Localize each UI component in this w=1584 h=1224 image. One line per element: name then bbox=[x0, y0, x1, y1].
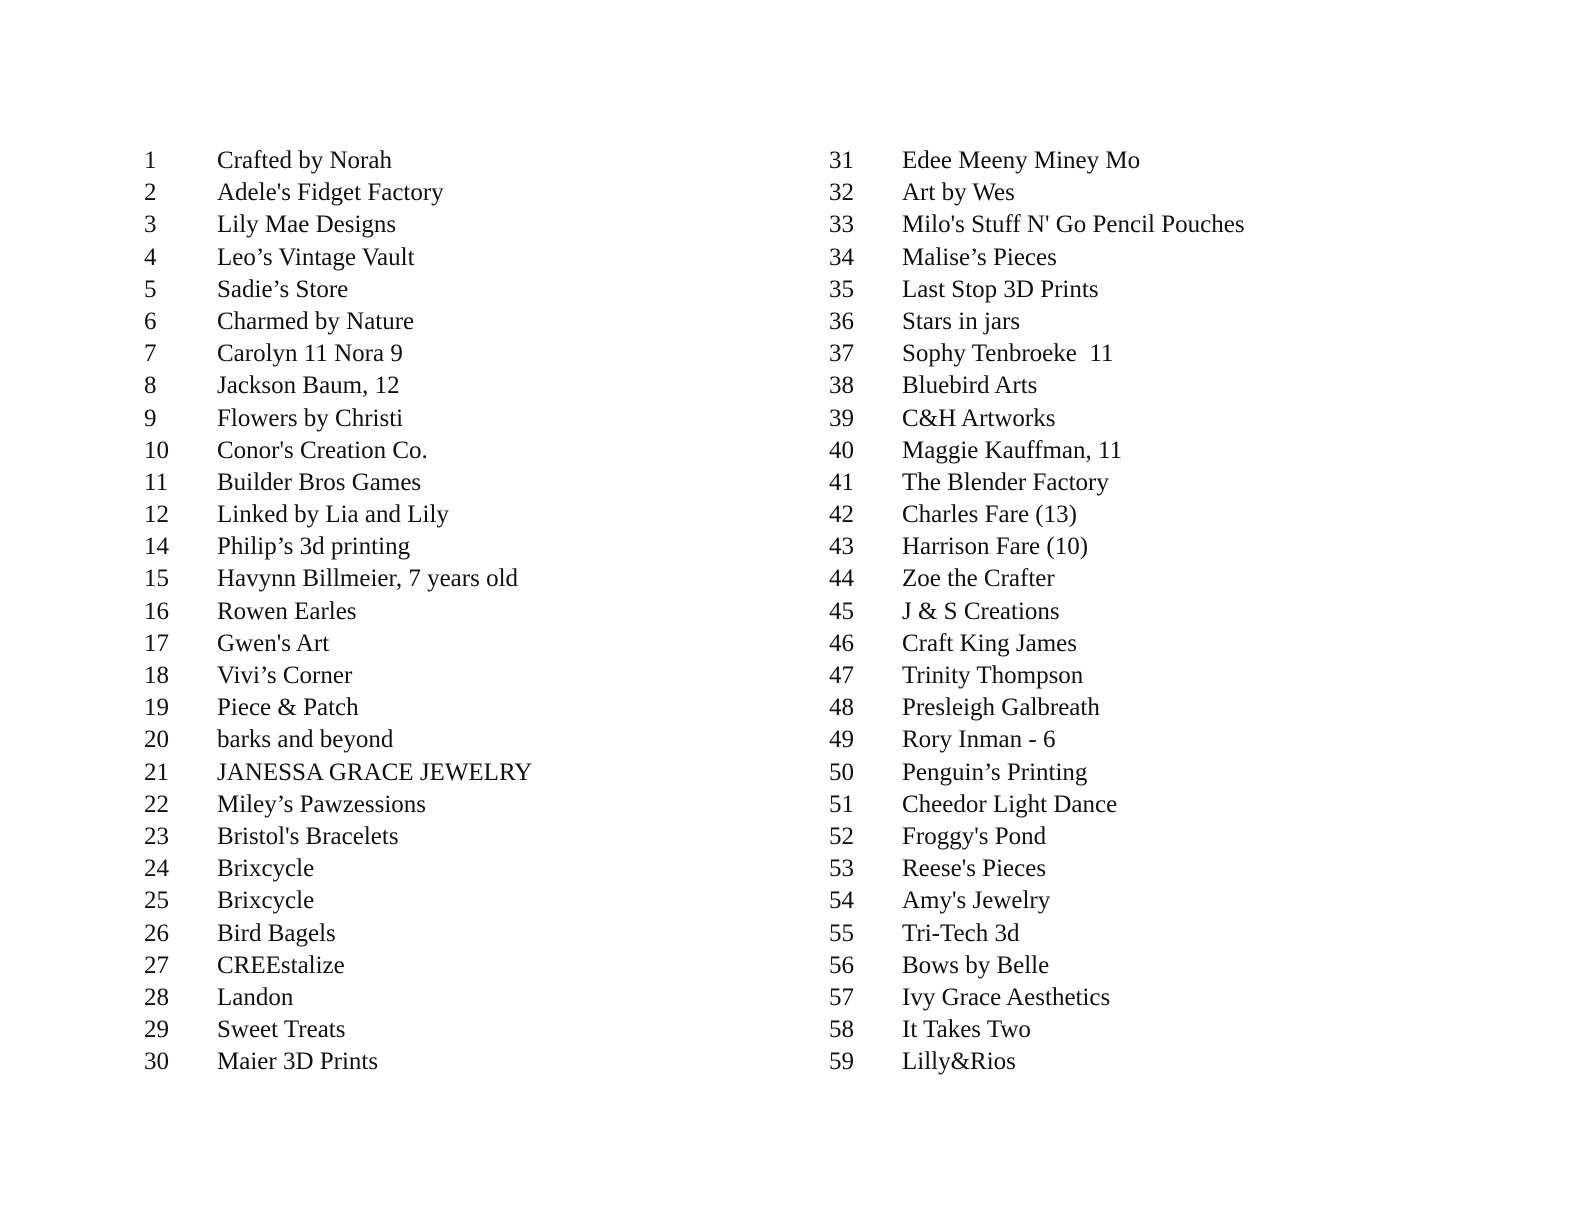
entry-number: 40 bbox=[829, 436, 854, 464]
vendor-name: Linked by Lia and Lily bbox=[217, 501, 449, 529]
vendor-entry bbox=[829, 531, 1245, 563]
vendor-entry bbox=[144, 531, 532, 563]
vendor-name: Charles Fare (13) bbox=[902, 501, 1077, 529]
vendor-entry bbox=[144, 596, 532, 628]
vendor-name: Landon bbox=[217, 983, 294, 1011]
entry-number: 21 bbox=[144, 758, 169, 786]
vendor-entry bbox=[829, 724, 1245, 756]
vendor-name: Craft King James bbox=[902, 629, 1077, 657]
vendor-entry bbox=[829, 982, 1245, 1014]
vendor-entry bbox=[144, 853, 532, 885]
entry-number: 49 bbox=[829, 726, 854, 754]
entry-number: 12 bbox=[144, 501, 169, 529]
vendor-name: It Takes Two bbox=[902, 1016, 1031, 1044]
vendor-name: Tri-Tech 3d bbox=[902, 919, 1020, 947]
entry-number: 33 bbox=[829, 211, 854, 239]
entry-number: 37 bbox=[829, 340, 854, 368]
entry-number: 20 bbox=[144, 726, 169, 754]
vendor-name: Rowen Earles bbox=[217, 597, 357, 625]
vendor-name: Miley’s Pawzessions bbox=[217, 790, 427, 818]
entry-number: 46 bbox=[829, 629, 854, 657]
entry-number: 26 bbox=[144, 919, 169, 947]
vendor-entry bbox=[829, 885, 1245, 917]
vendor-name: Last Stop 3D Prints bbox=[902, 275, 1099, 303]
vendor-name: Art by Wes bbox=[902, 179, 1015, 207]
vendor-name: Conor's Creation Co. bbox=[217, 436, 428, 464]
vendor-entry bbox=[829, 209, 1245, 241]
vendor-entry bbox=[144, 177, 532, 209]
vendor-name: Crafted by Norah bbox=[217, 147, 392, 174]
vendor-name: Presleigh Galbreath bbox=[902, 694, 1100, 722]
vendor-name: Zoe the Crafter bbox=[902, 565, 1055, 593]
vendor-entry bbox=[144, 724, 532, 756]
vendor-entry bbox=[829, 467, 1245, 499]
entry-number: 14 bbox=[144, 533, 169, 561]
entry-number: 2 bbox=[144, 179, 157, 207]
entry-number: 25 bbox=[144, 887, 169, 915]
entry-number: 31 bbox=[829, 147, 854, 174]
vendor-entry bbox=[829, 177, 1245, 209]
vendor-name: Froggy's Pond bbox=[902, 822, 1047, 850]
entry-number: 55 bbox=[829, 919, 854, 947]
vendor-entry bbox=[829, 338, 1245, 370]
entry-number: 3 bbox=[144, 211, 157, 239]
vendor-name: Brixcycle bbox=[217, 855, 315, 883]
vendor-entry bbox=[144, 982, 532, 1014]
vendor-entry bbox=[144, 274, 532, 306]
entry-number: 19 bbox=[144, 694, 169, 722]
vendor-name: Milo's Stuff N' Go Pencil Pouches bbox=[902, 211, 1245, 239]
entry-number: 4 bbox=[144, 243, 157, 271]
vendor-name: Charmed by Nature bbox=[217, 307, 415, 335]
vendor-name: Sadie’s Store bbox=[217, 275, 349, 303]
vendor-name: Sophy Tenbroeke 11 bbox=[902, 340, 1114, 368]
vendor-entry bbox=[829, 1014, 1245, 1046]
vendor-name: Gwen's Art bbox=[217, 629, 330, 657]
vendor-entry bbox=[829, 435, 1245, 467]
vendor-entry bbox=[144, 628, 532, 660]
entry-number: 54 bbox=[829, 887, 854, 915]
entry-number: 27 bbox=[144, 951, 169, 979]
entry-number: 35 bbox=[829, 275, 854, 303]
vendor-name: Trinity Thompson bbox=[902, 662, 1084, 689]
entry-number: 56 bbox=[829, 951, 854, 979]
vendor-name: Vivi’s Corner bbox=[217, 662, 353, 689]
vendor-name: Reese's Pieces bbox=[902, 855, 1047, 883]
vendor-name: CREEstalize bbox=[217, 951, 345, 979]
entry-number: 23 bbox=[144, 822, 169, 850]
vendor-entry bbox=[829, 370, 1245, 402]
entry-number: 11 bbox=[144, 468, 169, 496]
vendor-entry bbox=[144, 499, 532, 531]
entry-number: 34 bbox=[829, 243, 854, 271]
vendor-entry bbox=[144, 1046, 532, 1078]
entry-number: 41 bbox=[829, 468, 854, 496]
vendor-entry bbox=[144, 306, 532, 338]
vendor-entry bbox=[144, 338, 532, 370]
vendor-entry bbox=[829, 950, 1245, 982]
entry-number: 38 bbox=[829, 372, 854, 400]
vendor-name: Stars in jars bbox=[902, 307, 1021, 335]
vendor-name: Rory Inman - 6 bbox=[902, 726, 1056, 754]
vendor-entry bbox=[144, 918, 532, 950]
entry-number: 50 bbox=[829, 758, 854, 786]
vendor-entry bbox=[829, 821, 1245, 853]
vendor-name: Builder Bros Games bbox=[217, 468, 422, 496]
vendor-name: Maier 3D Prints bbox=[217, 1048, 379, 1076]
entry-number: 8 bbox=[144, 372, 157, 400]
vendor-name: Malise’s Pieces bbox=[902, 243, 1057, 271]
vendor-name: The Blender Factory bbox=[902, 468, 1109, 496]
vendor-name: Lilly&Rios bbox=[902, 1048, 1016, 1076]
vendor-entry bbox=[829, 1046, 1245, 1078]
vendor-entry bbox=[829, 660, 1245, 692]
vendor-list-right-column bbox=[829, 145, 1245, 1078]
vendor-name: Jackson Baum, 12 bbox=[217, 372, 400, 400]
vendor-name: Adele's Fidget Factory bbox=[217, 179, 444, 207]
vendor-name: Maggie Kauffman, 11 bbox=[902, 436, 1123, 464]
vendor-entry bbox=[144, 563, 532, 595]
entry-number: 52 bbox=[829, 822, 854, 850]
entry-number: 16 bbox=[144, 597, 169, 625]
vendor-entry bbox=[829, 274, 1245, 306]
entry-number: 29 bbox=[144, 1016, 169, 1044]
vendor-name: Bristol's Bracelets bbox=[217, 822, 399, 850]
entry-number: 9 bbox=[144, 404, 157, 432]
vendor-name: Havynn Billmeier, 7 years old bbox=[217, 565, 519, 593]
vendor-entry bbox=[144, 757, 532, 789]
vendor-entry bbox=[829, 628, 1245, 660]
vendor-entry bbox=[829, 789, 1245, 821]
vendor-entry bbox=[144, 1014, 532, 1046]
vendor-name: Bluebird Arts bbox=[902, 372, 1038, 400]
vendor-list-left-column bbox=[144, 145, 532, 1078]
vendor-entry bbox=[144, 692, 532, 724]
vendor-name: C&H Artworks bbox=[902, 404, 1056, 432]
entry-number: 57 bbox=[829, 983, 854, 1011]
vendor-entry bbox=[829, 242, 1245, 274]
vendor-name: Brixcycle bbox=[217, 887, 315, 915]
entry-number: 58 bbox=[829, 1016, 854, 1044]
vendor-entry bbox=[829, 499, 1245, 531]
vendor-entry bbox=[829, 692, 1245, 724]
entry-number: 45 bbox=[829, 597, 854, 625]
entry-number: 6 bbox=[144, 307, 157, 335]
vendor-entry bbox=[829, 403, 1245, 435]
vendor-name: JANESSA GRACE JEWELRY bbox=[217, 758, 533, 786]
vendor-name: Flowers by Christi bbox=[217, 404, 404, 432]
entry-number: 36 bbox=[829, 307, 854, 335]
entry-number: 22 bbox=[144, 790, 169, 818]
vendor-entry bbox=[144, 435, 532, 467]
entry-number: 44 bbox=[829, 565, 854, 593]
entry-number: 24 bbox=[144, 855, 169, 883]
vendor-name: Bows by Belle bbox=[902, 951, 1050, 979]
vendor-entry bbox=[144, 660, 532, 692]
vendor-entry bbox=[144, 209, 532, 241]
vendor-entry bbox=[829, 596, 1245, 628]
vendor-name: Philip’s 3d printing bbox=[217, 533, 411, 561]
vendor-entry bbox=[144, 467, 532, 499]
vendor-name: Piece & Patch bbox=[217, 694, 359, 722]
vendor-entry bbox=[829, 853, 1245, 885]
vendor-name: Carolyn 11 Nora 9 bbox=[217, 340, 403, 368]
entry-number: 42 bbox=[829, 501, 854, 529]
vendor-entry bbox=[829, 306, 1245, 338]
entry-number: 59 bbox=[829, 1048, 854, 1076]
entry-number: 17 bbox=[144, 629, 169, 657]
entry-number: 1 bbox=[144, 147, 157, 174]
vendor-entry bbox=[144, 145, 532, 177]
entry-number: 10 bbox=[144, 436, 169, 464]
vendor-entry bbox=[144, 789, 532, 821]
entry-number: 5 bbox=[144, 275, 157, 303]
entry-number: 43 bbox=[829, 533, 854, 561]
vendor-entry bbox=[144, 885, 532, 917]
vendor-name: Bird Bagels bbox=[217, 919, 336, 947]
entry-number: 51 bbox=[829, 790, 854, 818]
vendor-name: Penguin’s Printing bbox=[902, 758, 1088, 786]
vendor-entry bbox=[144, 821, 532, 853]
vendor-name: Harrison Fare (10) bbox=[902, 533, 1089, 561]
entry-number: 28 bbox=[144, 983, 169, 1011]
entry-number: 47 bbox=[829, 662, 854, 689]
vendor-entry bbox=[829, 563, 1245, 595]
entry-number: 7 bbox=[144, 340, 157, 368]
entry-number: 30 bbox=[144, 1048, 169, 1076]
vendor-entry bbox=[144, 370, 532, 402]
vendor-name: J & S Creations bbox=[902, 597, 1060, 625]
entry-number: 48 bbox=[829, 694, 854, 722]
vendor-entry bbox=[144, 950, 532, 982]
vendor-name: Ivy Grace Aesthetics bbox=[902, 983, 1111, 1011]
entry-number: 18 bbox=[144, 662, 169, 689]
vendor-name: Cheedor Light Dance bbox=[902, 790, 1118, 818]
vendor-name: Amy's Jewelry bbox=[902, 887, 1051, 915]
vendor-name: Lily Mae Designs bbox=[217, 211, 397, 239]
vendor-name: Sweet Treats bbox=[217, 1016, 346, 1044]
entry-number: 32 bbox=[829, 179, 854, 207]
vendor-entry bbox=[829, 757, 1245, 789]
vendor-entry bbox=[829, 145, 1245, 177]
vendor-name: Leo’s Vintage Vault bbox=[217, 243, 415, 271]
vendor-name: barks and beyond bbox=[217, 726, 394, 754]
entry-number: 15 bbox=[144, 565, 169, 593]
vendor-entry bbox=[144, 403, 532, 435]
vendor-name: Edee Meeny Miney Mo bbox=[902, 147, 1141, 174]
entry-number: 39 bbox=[829, 404, 854, 432]
vendor-entry bbox=[144, 242, 532, 274]
entry-number: 53 bbox=[829, 855, 854, 883]
vendor-entry bbox=[829, 918, 1245, 950]
